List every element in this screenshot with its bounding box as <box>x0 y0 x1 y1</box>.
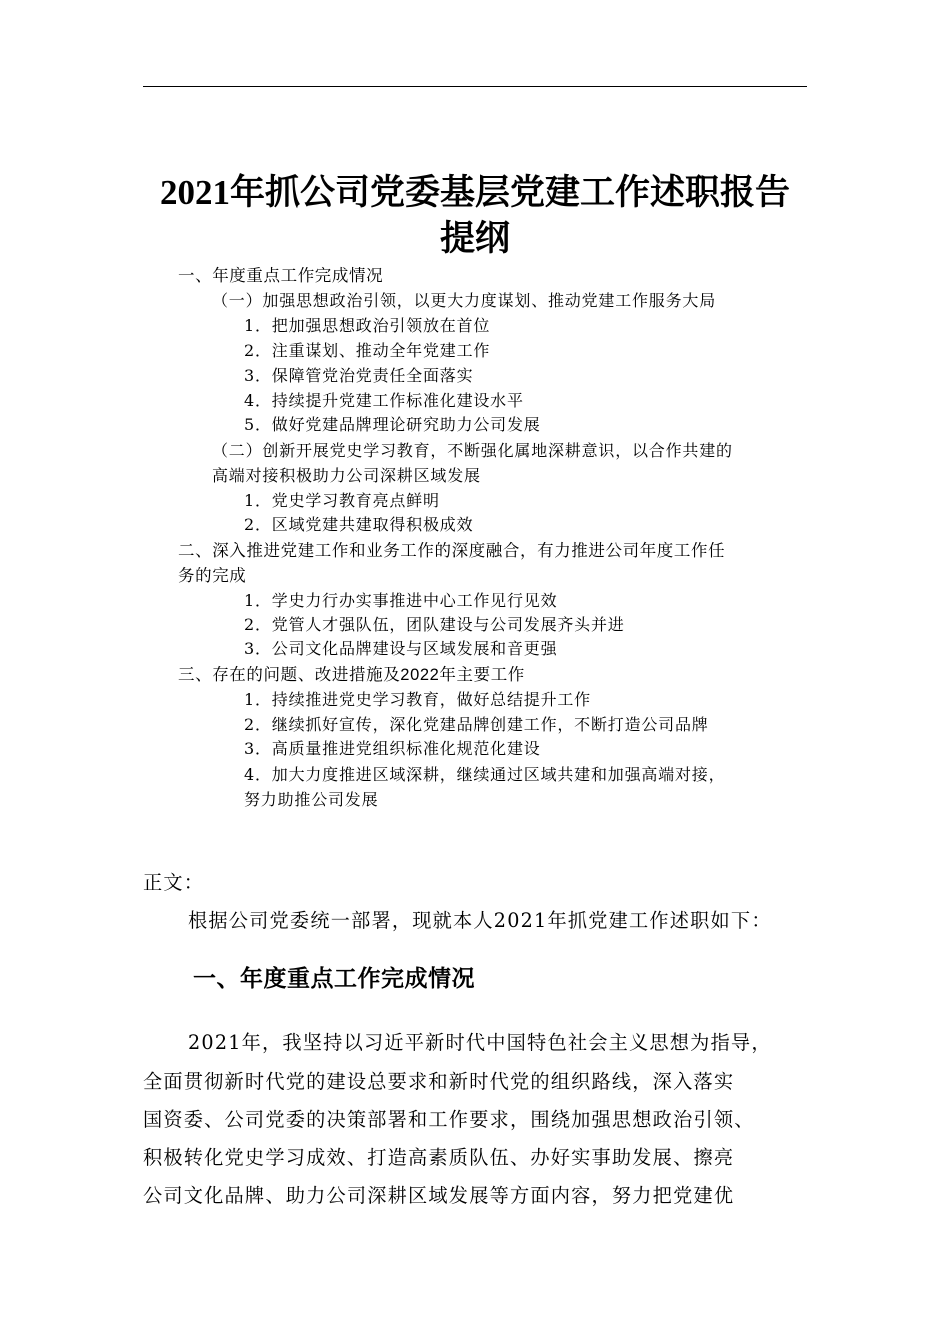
outline-subheading-2-continued: 高端对接积极助力公司深耕区域发展 <box>212 466 481 485</box>
paragraph-line: 国资委、公司党委的决策部署和工作要求，围绕加强思想政治引领、 <box>143 1108 755 1131</box>
outline-heading-1: 一、年度重点工作完成情况 <box>178 267 384 285</box>
outline-item: 2．注重谋划、推动全年党建工作 <box>244 341 491 360</box>
outline-item: 5．做好党建品牌理论研究助力公司发展 <box>244 415 541 434</box>
outline-item: 1．把加强思想政治引领放在首位 <box>244 316 491 335</box>
outline-item: 1．持续推进党史学习教育，做好总结提升工作 <box>244 690 591 709</box>
intro-paragraph: 根据公司党委统一部署，现就本人2021年抓党建工作述职如下： <box>188 909 772 932</box>
header-rule <box>143 86 807 87</box>
outline-item: 1．学史力行办实事推进中心工作见行见效 <box>244 591 558 610</box>
paragraph-line: 全面贯彻新时代党的建设总要求和新时代党的组织路线，深入落实 <box>143 1070 735 1093</box>
paragraph-line: 2021年，我坚持以习近平新时代中国特色社会主义思想为指导， <box>188 1031 772 1054</box>
outline-subheading-1: （一）加强思想政治引领，以更大力度谋划、推动党建工作服务大局 <box>212 291 717 310</box>
outline-item-continued: 努力助推公司发展 <box>244 790 379 809</box>
outline-item: 1．党史学习教育亮点鲜明 <box>244 491 440 510</box>
outline-item: 2．继续抓好宣传，深化党建品牌创建工作，不断打造公司品牌 <box>244 715 709 734</box>
outline-item: 3．高质量推进党组织标准化规范化建设 <box>244 739 541 758</box>
outline-heading-2-continued: 务的完成 <box>178 567 247 585</box>
outline-heading-2: 二、深入推进党建工作和业务工作的深度融合，有力推进公司年度工作任 <box>178 542 726 560</box>
outline-subheading-2: （二）创新开展党史学习教育，不断强化属地深耕意识，以合作共建的 <box>212 441 733 460</box>
paragraph-line: 公司文化品牌、助力公司深耕区域发展等方面内容，努力把党建优 <box>143 1184 735 1207</box>
body-label: 正文： <box>143 871 205 894</box>
outline-item: 2．区域党建共建取得积极成效 <box>244 515 474 534</box>
document-title: 2021年抓公司党委基层党建工作述职报告 <box>159 173 790 212</box>
section-heading: 一、年度重点工作完成情况 <box>193 965 475 991</box>
outline-heading-3: 三、存在的问题、改进措施及2022年主要工作 <box>178 666 525 684</box>
document-title-continued: 提纲 <box>439 219 510 258</box>
outline-item: 3．保障管党治党责任全面落实 <box>244 366 474 385</box>
outline-item: 3．公司文化品牌建设与区域发展和音更强 <box>244 639 558 658</box>
outline-item: 4．加大力度推进区域深耕，继续通过区域共建和加强高端对接， <box>244 765 726 784</box>
outline-item: 4．持续提升党建工作标准化建设水平 <box>244 391 524 410</box>
outline-item: 2．党管人才强队伍，团队建设与公司发展齐头并进 <box>244 615 625 634</box>
paragraph-line: 积极转化党史学习成效、打造高素质队伍、办好实事助发展、擦亮 <box>143 1146 735 1169</box>
